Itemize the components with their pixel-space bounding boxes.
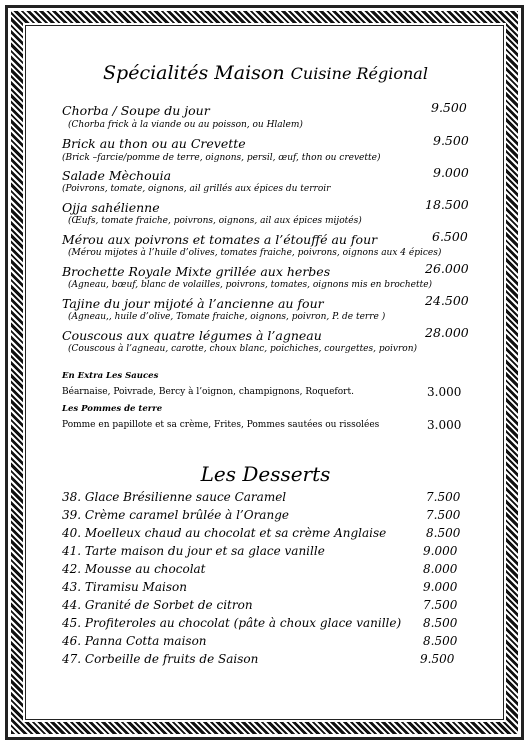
dessert-name: 44. Granité de Sorbet de citron xyxy=(62,598,253,612)
dish-description: (Couscous à l’agneau, carotte, choux blanc, poichiches, courgettes, poivron) xyxy=(68,344,418,354)
dessert-name: 38. Glace Brésilienne sauce Caramel xyxy=(62,490,287,504)
desserts-title: Les Desserts xyxy=(200,462,331,486)
dish-name: Tajine du jour mijoté à l’ancienne au four xyxy=(62,296,324,311)
dish-description: (Agneau, bœuf, blanc de volailles, poivrons, tomates, oignons mis en brochette) xyxy=(68,280,433,290)
dish-name: Brochette Royale Mixte grillée aux herbes xyxy=(62,264,331,279)
dish-name: Brick au thon ou au Crevette xyxy=(62,136,246,151)
dish-description: (Chorba frick à la viande ou au poisson, ou Hlalem) xyxy=(68,120,303,130)
dessert-name: 43. Tiramisu Maison xyxy=(62,580,187,594)
menu-item xyxy=(62,261,472,280)
dessert-price: 9.500 xyxy=(420,652,455,666)
dessert-price: 9.000 xyxy=(423,580,458,594)
dessert-price: 8.500 xyxy=(423,634,458,648)
dessert-name: 41. Tarte maison du jour et sa glace vanille xyxy=(62,544,325,558)
dessert-price: 7.500 xyxy=(426,508,461,522)
dessert-price: 7.500 xyxy=(423,598,458,612)
dish-price: 9.500 xyxy=(433,133,469,148)
dessert-name: 45. Profiteroles au chocolat (pâte à choux glace vanille) xyxy=(62,616,402,630)
dish-price: 9.500 xyxy=(431,100,467,115)
dish-name: Mérou aux poivrons et tomates a l’étouffé au four xyxy=(62,232,378,247)
extras-sauces-price: 3.000 xyxy=(427,385,462,399)
dish-description: (Poivrons, tomate, oignons, ail grillés aux épices du terroir xyxy=(62,184,331,194)
dish-name: Ojja sahélienne xyxy=(62,200,160,215)
extras-sauces-text: Béarnaise, Poivrade, Bercy à l’oignon, champignons, Roquefort. xyxy=(62,387,354,397)
menu-item xyxy=(62,229,472,248)
dish-price: 9.000 xyxy=(433,165,469,180)
menu-item xyxy=(62,100,472,119)
menu-item xyxy=(62,325,472,344)
dessert-name: 39. Crème caramel brûlée à l’Orange xyxy=(62,508,289,522)
dish-description: (Œufs, tomate fraiche, poivrons, oignons, ail aux épices mijotés) xyxy=(68,216,362,226)
dish-name: Salade Mèchouia xyxy=(62,168,172,183)
dessert-name: 46. Panna Cotta maison xyxy=(62,634,207,648)
dish-price: 24.500 xyxy=(425,293,469,308)
menu-item xyxy=(62,133,472,152)
specialites-title-main: Spécialités Maison xyxy=(103,62,285,84)
dessert-price: 7.500 xyxy=(426,490,461,504)
specialites-title xyxy=(0,62,531,84)
dish-description: (Agneau,, huile d’olive, Tomate fraiche, oignons, poivron, P. de terre ) xyxy=(68,312,386,322)
dessert-price: 8.500 xyxy=(423,616,458,630)
extras-pommes-text: Pomme en papillote et sa crème, Frites, Pommes sautées ou rissolées xyxy=(62,420,380,430)
dish-description: (Mérou mijotes à l’huile d’olives, tomates fraiche, poivrons, oignons aux 4 épices) xyxy=(68,248,442,258)
dish-name: Chorba / Soupe du jour xyxy=(62,103,210,118)
dessert-price: 8.000 xyxy=(423,562,458,576)
menu-item xyxy=(62,165,472,184)
menu-item xyxy=(62,293,472,312)
dish-price: 28.000 xyxy=(425,325,469,340)
extras-pommes-price: 3.000 xyxy=(427,418,462,432)
extras-pommes-heading: Les Pommes de terre xyxy=(62,404,163,414)
dessert-price: 8.500 xyxy=(426,526,461,540)
specialites-title-sub: Cuisine Régional xyxy=(290,64,428,83)
dish-name: Couscous aux quatre légumes à l’agneau xyxy=(62,328,322,343)
dessert-name: 40. Moelleux chaud au chocolat et sa crème Anglaise xyxy=(62,526,387,540)
dish-price: 26.000 xyxy=(425,261,469,276)
dish-price: 18.500 xyxy=(425,197,469,212)
dessert-price: 9.000 xyxy=(423,544,458,558)
dessert-name: 47. Corbeille de fruits de Saison xyxy=(62,652,259,666)
dish-description: (Brick –farcie/pomme de terre, oignons, persil, œuf, thon ou crevette) xyxy=(62,153,381,163)
dessert-name: 42. Mousse au chocolat xyxy=(62,562,206,576)
extras-sauces-heading: En Extra Les Sauces xyxy=(62,371,159,381)
dish-price: 6.500 xyxy=(432,229,468,244)
menu-item xyxy=(62,197,472,216)
